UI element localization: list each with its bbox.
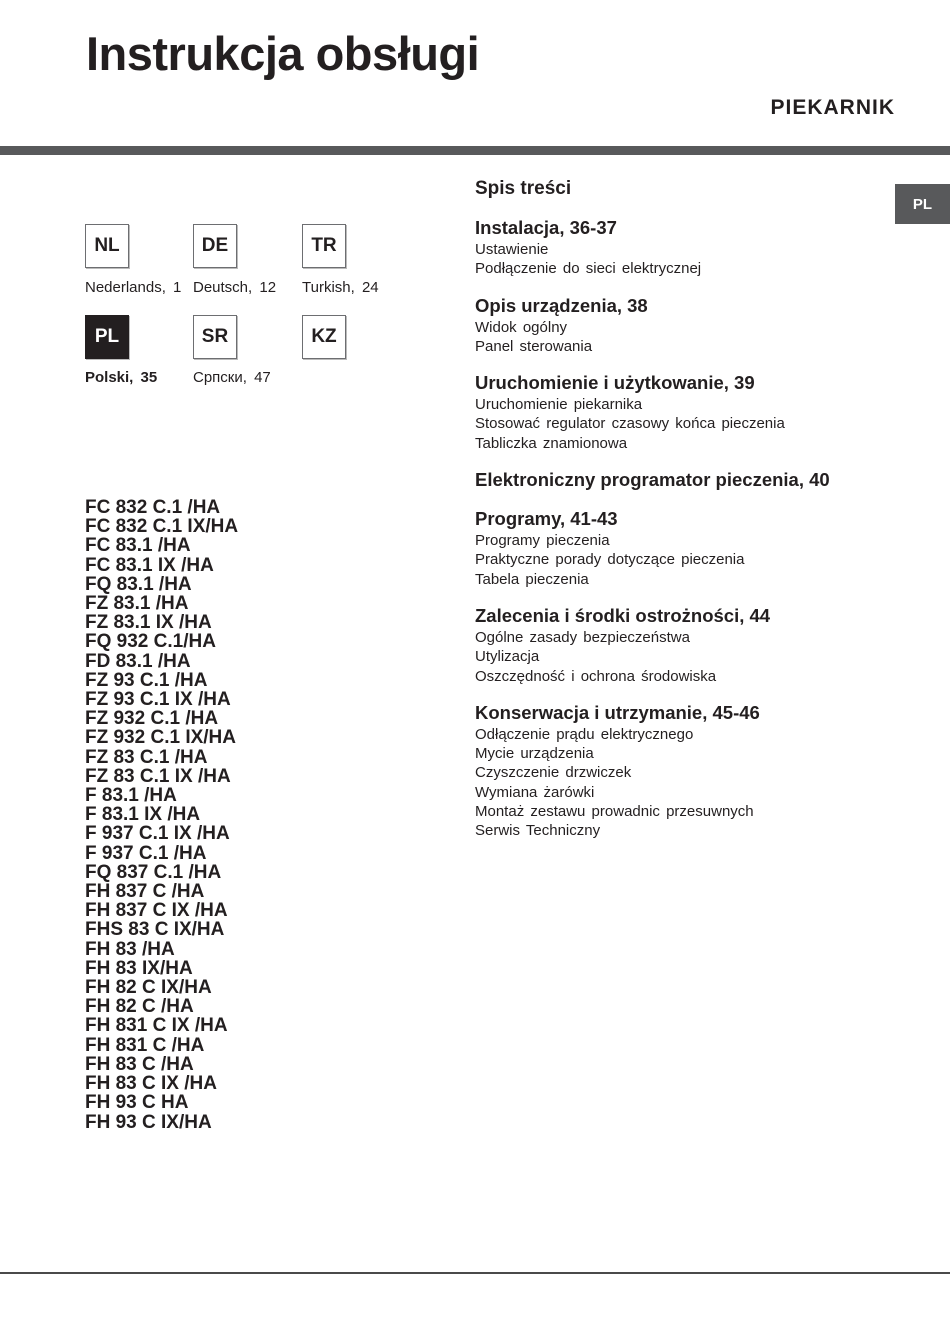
language-button-nl[interactable]: NL <box>85 224 129 268</box>
language-button-kz[interactable]: KZ <box>302 315 346 359</box>
language-tab: PL <box>895 184 950 224</box>
language-label-de[interactable]: Deutsch, 12 <box>193 279 277 296</box>
model-item: FH 83 /HA <box>85 938 175 960</box>
toc-item[interactable]: Praktyczne porady dotyczące pieczenia <box>475 551 745 569</box>
toc-section-title[interactable]: Programy, 41-43 <box>475 508 618 530</box>
language-button-tr[interactable]: TR <box>302 224 346 268</box>
language-button-sr[interactable]: SR <box>193 315 237 359</box>
toc-sections <box>475 216 885 841</box>
toc-section-title[interactable]: Konserwacja i utrzymanie, 45-46 <box>475 701 760 723</box>
document-title: Instrukcja obsługi <box>86 27 480 80</box>
toc-item[interactable]: Utylizacja <box>475 648 540 666</box>
footer-divider <box>0 1272 950 1274</box>
model-item: FD 83.1 /HA <box>85 650 191 672</box>
toc-item[interactable]: Programy pieczenia <box>475 532 610 550</box>
language-button-pl[interactable]: PL <box>85 315 129 359</box>
toc-item[interactable]: Montaż zestawu prowadnic przesuwnych <box>475 803 754 821</box>
model-item: F 937 C.1 IX /HA <box>85 823 230 845</box>
toc-item[interactable]: Ogólne zasady bezpieczeństwa <box>475 628 690 646</box>
language-label-nl[interactable]: Nederlands, 1 <box>85 279 182 296</box>
toc-item[interactable]: Uruchomienie piekarnika <box>475 396 643 414</box>
model-item: FZ 83 C.1 /HA <box>85 746 208 768</box>
toc-section-title[interactable]: Elektroniczny programator pieczenia, 40 <box>475 469 830 491</box>
toc-item[interactable]: Czyszczenie drzwiczek <box>475 764 632 782</box>
toc-section <box>475 468 885 492</box>
model-list <box>85 498 238 1132</box>
language-label-tr[interactable]: Turkish, 24 <box>302 279 379 296</box>
model-item: FC 83.1 /HA <box>85 535 191 557</box>
model-item: FZ 83.1 /HA <box>85 593 189 615</box>
toc-section-title[interactable]: Zalecenia i środki ostrożności, 44 <box>475 604 771 626</box>
model-item: FH 837 C /HA <box>85 881 205 903</box>
model-item: FH 831 C /HA <box>85 1034 205 1056</box>
toc-item[interactable]: Panel sterowania <box>475 337 593 355</box>
model-item: FH 83 IX/HA <box>85 957 193 979</box>
product-name: PIEKARNIK <box>770 96 895 119</box>
model-item: FZ 93 C.1 IX /HA <box>85 689 231 711</box>
toc-heading: Spis treści <box>475 178 572 199</box>
toc-item[interactable]: Oszczędność i ochrona środowiska <box>475 667 717 685</box>
toc-section-title[interactable]: Opis urządzenia, 38 <box>475 294 648 316</box>
toc-section <box>475 371 885 453</box>
toc-section <box>475 216 885 279</box>
toc-item[interactable]: Mycie urządzenia <box>475 745 594 763</box>
toc-item[interactable]: Wymiana żarówki <box>475 783 595 801</box>
toc-section-title[interactable]: Instalacja, 36-37 <box>475 217 617 238</box>
model-item: F 83.1 /HA <box>85 785 177 807</box>
model-item: FH 93 C IX/HA <box>85 1111 212 1133</box>
model-item: F 83.1 IX /HA <box>85 804 201 826</box>
model-item: FC 83.1 IX /HA <box>85 554 214 576</box>
language-label-sr[interactable]: Српски, 47 <box>193 369 271 386</box>
toc-item[interactable]: Tabela pieczenia <box>475 570 589 588</box>
toc-item[interactable]: Stosować regulator czasowy końca pieczenia <box>475 415 785 433</box>
toc-section <box>475 507 885 589</box>
model-item: FQ 83.1 /HA <box>85 573 192 595</box>
model-item: FH 837 C IX /HA <box>85 900 228 922</box>
model-item: FH 83 C IX /HA <box>85 1073 217 1095</box>
model-item: FQ 932 C.1/HA <box>85 631 216 653</box>
language-label-pl[interactable]: Polski, 35 <box>85 369 158 386</box>
model-item: FHS 83 C IX/HA <box>85 919 225 941</box>
model-item: FZ 83.1 IX /HA <box>85 612 212 634</box>
model-item: FH 82 C /HA <box>85 996 194 1018</box>
model-item: FZ 93 C.1 /HA <box>85 669 208 691</box>
language-button-de[interactable]: DE <box>193 224 237 268</box>
toc-section <box>475 294 885 357</box>
model-item: FC 832 C.1 /HA <box>85 497 221 518</box>
model-item: FH 93 C HA <box>85 1092 189 1114</box>
toc-section <box>475 701 885 841</box>
toc-item[interactable]: Tabliczka znamionowa <box>475 434 628 452</box>
model-item: FZ 83 C.1 IX /HA <box>85 765 231 787</box>
model-item: FZ 932 C.1 IX/HA <box>85 727 236 749</box>
header-divider <box>0 146 950 155</box>
model-item: FH 831 C IX /HA <box>85 1015 228 1037</box>
model-item: FC 832 C.1 IX/HA <box>85 516 239 538</box>
toc-section <box>475 604 885 686</box>
model-item: FZ 932 C.1 /HA <box>85 708 219 730</box>
model-item: FH 82 C IX/HA <box>85 977 212 999</box>
toc-section-title[interactable]: Uruchomienie i użytkowanie, 39 <box>475 372 755 394</box>
toc-item[interactable]: Odłączenie prądu elektrycznego <box>475 725 694 743</box>
table-of-contents <box>475 178 885 856</box>
toc-item[interactable]: Podłączenie do sieci elektrycznej <box>475 260 702 278</box>
toc-item[interactable]: Widok ogólny <box>475 318 568 336</box>
toc-item[interactable]: Serwis Techniczny <box>475 822 601 840</box>
model-item: FQ 837 C.1 /HA <box>85 861 222 883</box>
model-item: F 937 C.1 /HA <box>85 842 207 864</box>
model-item: FH 83 C /HA <box>85 1053 194 1075</box>
toc-item[interactable]: Ustawienie <box>475 241 549 258</box>
